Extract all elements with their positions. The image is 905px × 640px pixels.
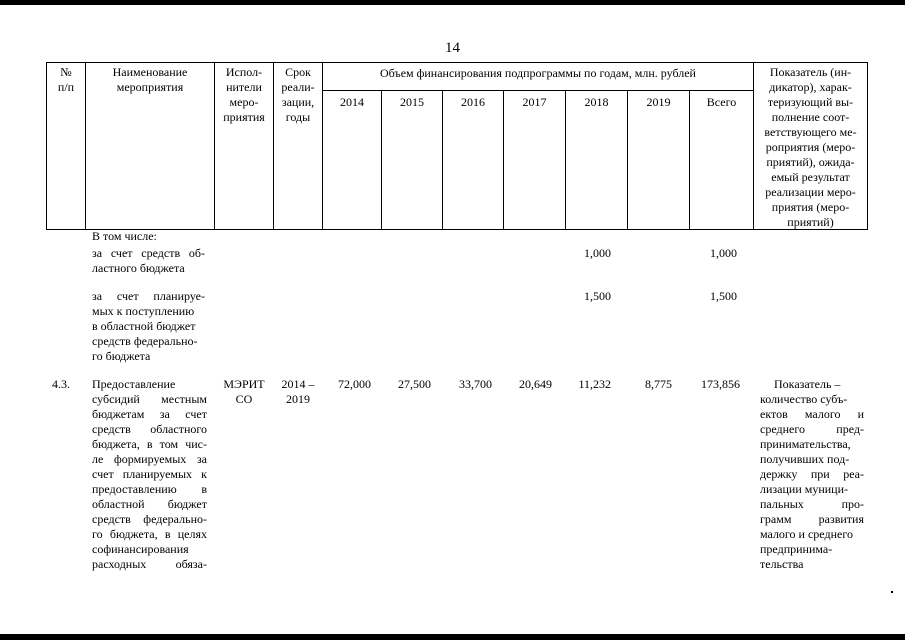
federal-total-value: 1,500 [710, 289, 737, 303]
federal-2018-value: 1,500 [584, 289, 611, 303]
table-header [0, 0, 905, 230]
page-number: 14 [445, 40, 460, 56]
bottom-border [0, 634, 905, 640]
item-total-value: 173,856 [701, 377, 740, 391]
header-col-term: Срок реали- зации, годы [281, 65, 315, 124]
header-year-2016: 2016 [461, 95, 485, 109]
item-2018-value: 11,232 [578, 377, 611, 391]
scan-speck [891, 591, 893, 593]
including-label: В том числе: [92, 229, 157, 243]
item-number: 4.3. [52, 377, 70, 391]
header-col-executors: Испол- нители меро- приятия [223, 65, 265, 124]
header-col-indicator: Показатель (ин- дикатор), харак- теризующий вы- полнение соот- ветствующего ме- роприятия (меро- приятий), ожида- емый результат реализации меро- приятия (меро- приятий) [764, 65, 857, 229]
header-total: Всего [706, 95, 737, 109]
header-year-2017: 2017 [522, 95, 547, 109]
item-2015-value: 27,500 [398, 377, 431, 391]
header-col-number: № п/п [57, 65, 75, 94]
header-year-2018: 2018 [584, 95, 609, 109]
header-year-2015: 2015 [400, 95, 424, 109]
header-year-2014: 2014 [340, 95, 364, 109]
item-2019-value: 8,775 [645, 377, 672, 391]
item-term: 2014 – 2019 [281, 377, 315, 406]
item-2014-value: 72,000 [338, 377, 371, 391]
item-2017-value: 20,649 [519, 377, 552, 391]
header-col-name: Наименование мероприятия [112, 65, 188, 94]
regional-2018-value: 1,000 [584, 246, 611, 260]
item-executors: МЭРИТ СО [223, 377, 265, 406]
regional-budget-name: за счет средств об- ластного бюджета [92, 246, 205, 275]
federal-planned-name: за счет планируе- мых к поступлению в областной бюджет средств федерально- го бюджета [92, 289, 205, 363]
header-year-2019: 2019 [646, 95, 671, 109]
item-2016-value: 33,700 [459, 377, 492, 391]
header-col-funding: Объем финансирования подпрограммы по годам, млн. рублей [380, 66, 696, 80]
regional-total-value: 1,000 [710, 246, 737, 260]
item-name: Предоставление субсидий местным бюджетам за счет средств областного бюджета, в том чис- ле формируемых за счет планируемых к предоставлению в областной бюджет средств федерально- го бюджета, в целях софинансирования расходных обяза- [92, 377, 207, 571]
item-indicator: Показатель – количество субъ- ектов малого и среднего пред- принимательства, получивших под- держку при реа- лизации муници- пальных про- грамм развития малого и среднего предпринима- тельства [760, 377, 864, 571]
